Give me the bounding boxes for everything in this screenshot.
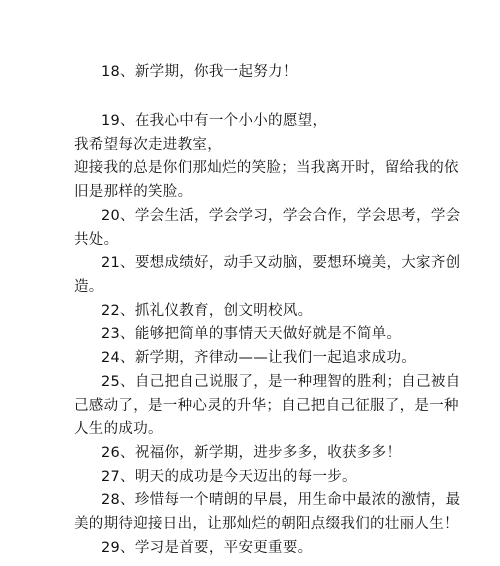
text-line-19-cont-2: 迎接我的总是你们那灿烂的笑脸；当我离开时，留给我的依: [74, 160, 459, 176]
text-line-24: 24、新学期，齐律动——让我们一起追求成功。: [101, 350, 417, 366]
text-line-28: 28、珍惜每一个晴朗的早晨，用生命中最浓的激情，最: [101, 492, 461, 508]
text-line-28-cont: 美的期待迎接日出，让那灿烂的朝阳点缀我们的壮丽人生！: [74, 516, 459, 532]
text-line-25-cont-2: 人生的成功。: [74, 421, 163, 437]
text-line-20: 20、学会生活，学会学习，学会合作，学会思考，学会: [101, 208, 461, 224]
text-line-21: 21、要想成绩好，动手又动脑，要想环境美，大家齐创: [101, 255, 461, 271]
text-line-21-cont: 造。: [74, 279, 104, 295]
text-line-19-cont-3: 旧是那样的笑脸。: [74, 184, 193, 200]
text-line-29: 29、学习是首要，平安更重要。: [101, 540, 313, 556]
text-line-20-cont: 共处。: [74, 232, 119, 248]
text-line-23: 23、能够把简单的事情天天做好就是不简单。: [101, 326, 402, 342]
text-line-25-cont-1: 己感动了，是一种心灵的升华；自己把自己征服了，是一种: [74, 398, 459, 414]
text-line-18: 18、新学期，你我一起努力！: [101, 64, 298, 80]
text-line-27: 27、明天的成功是今天迈出的每一步。: [101, 469, 357, 485]
text-line-19: 19、在我心中有一个小小的愿望，: [101, 113, 328, 129]
text-line-22: 22、抓礼仪教育，创文明校风。: [101, 303, 313, 319]
text-line-26: 26、祝福你，新学期，进步多多，收获多多！: [101, 445, 402, 461]
text-line-19-cont-1: 我希望每次走进教室，: [74, 137, 222, 153]
text-line-25: 25、自己把自己说服了，是一种理智的胜利；自己被自: [101, 374, 461, 390]
